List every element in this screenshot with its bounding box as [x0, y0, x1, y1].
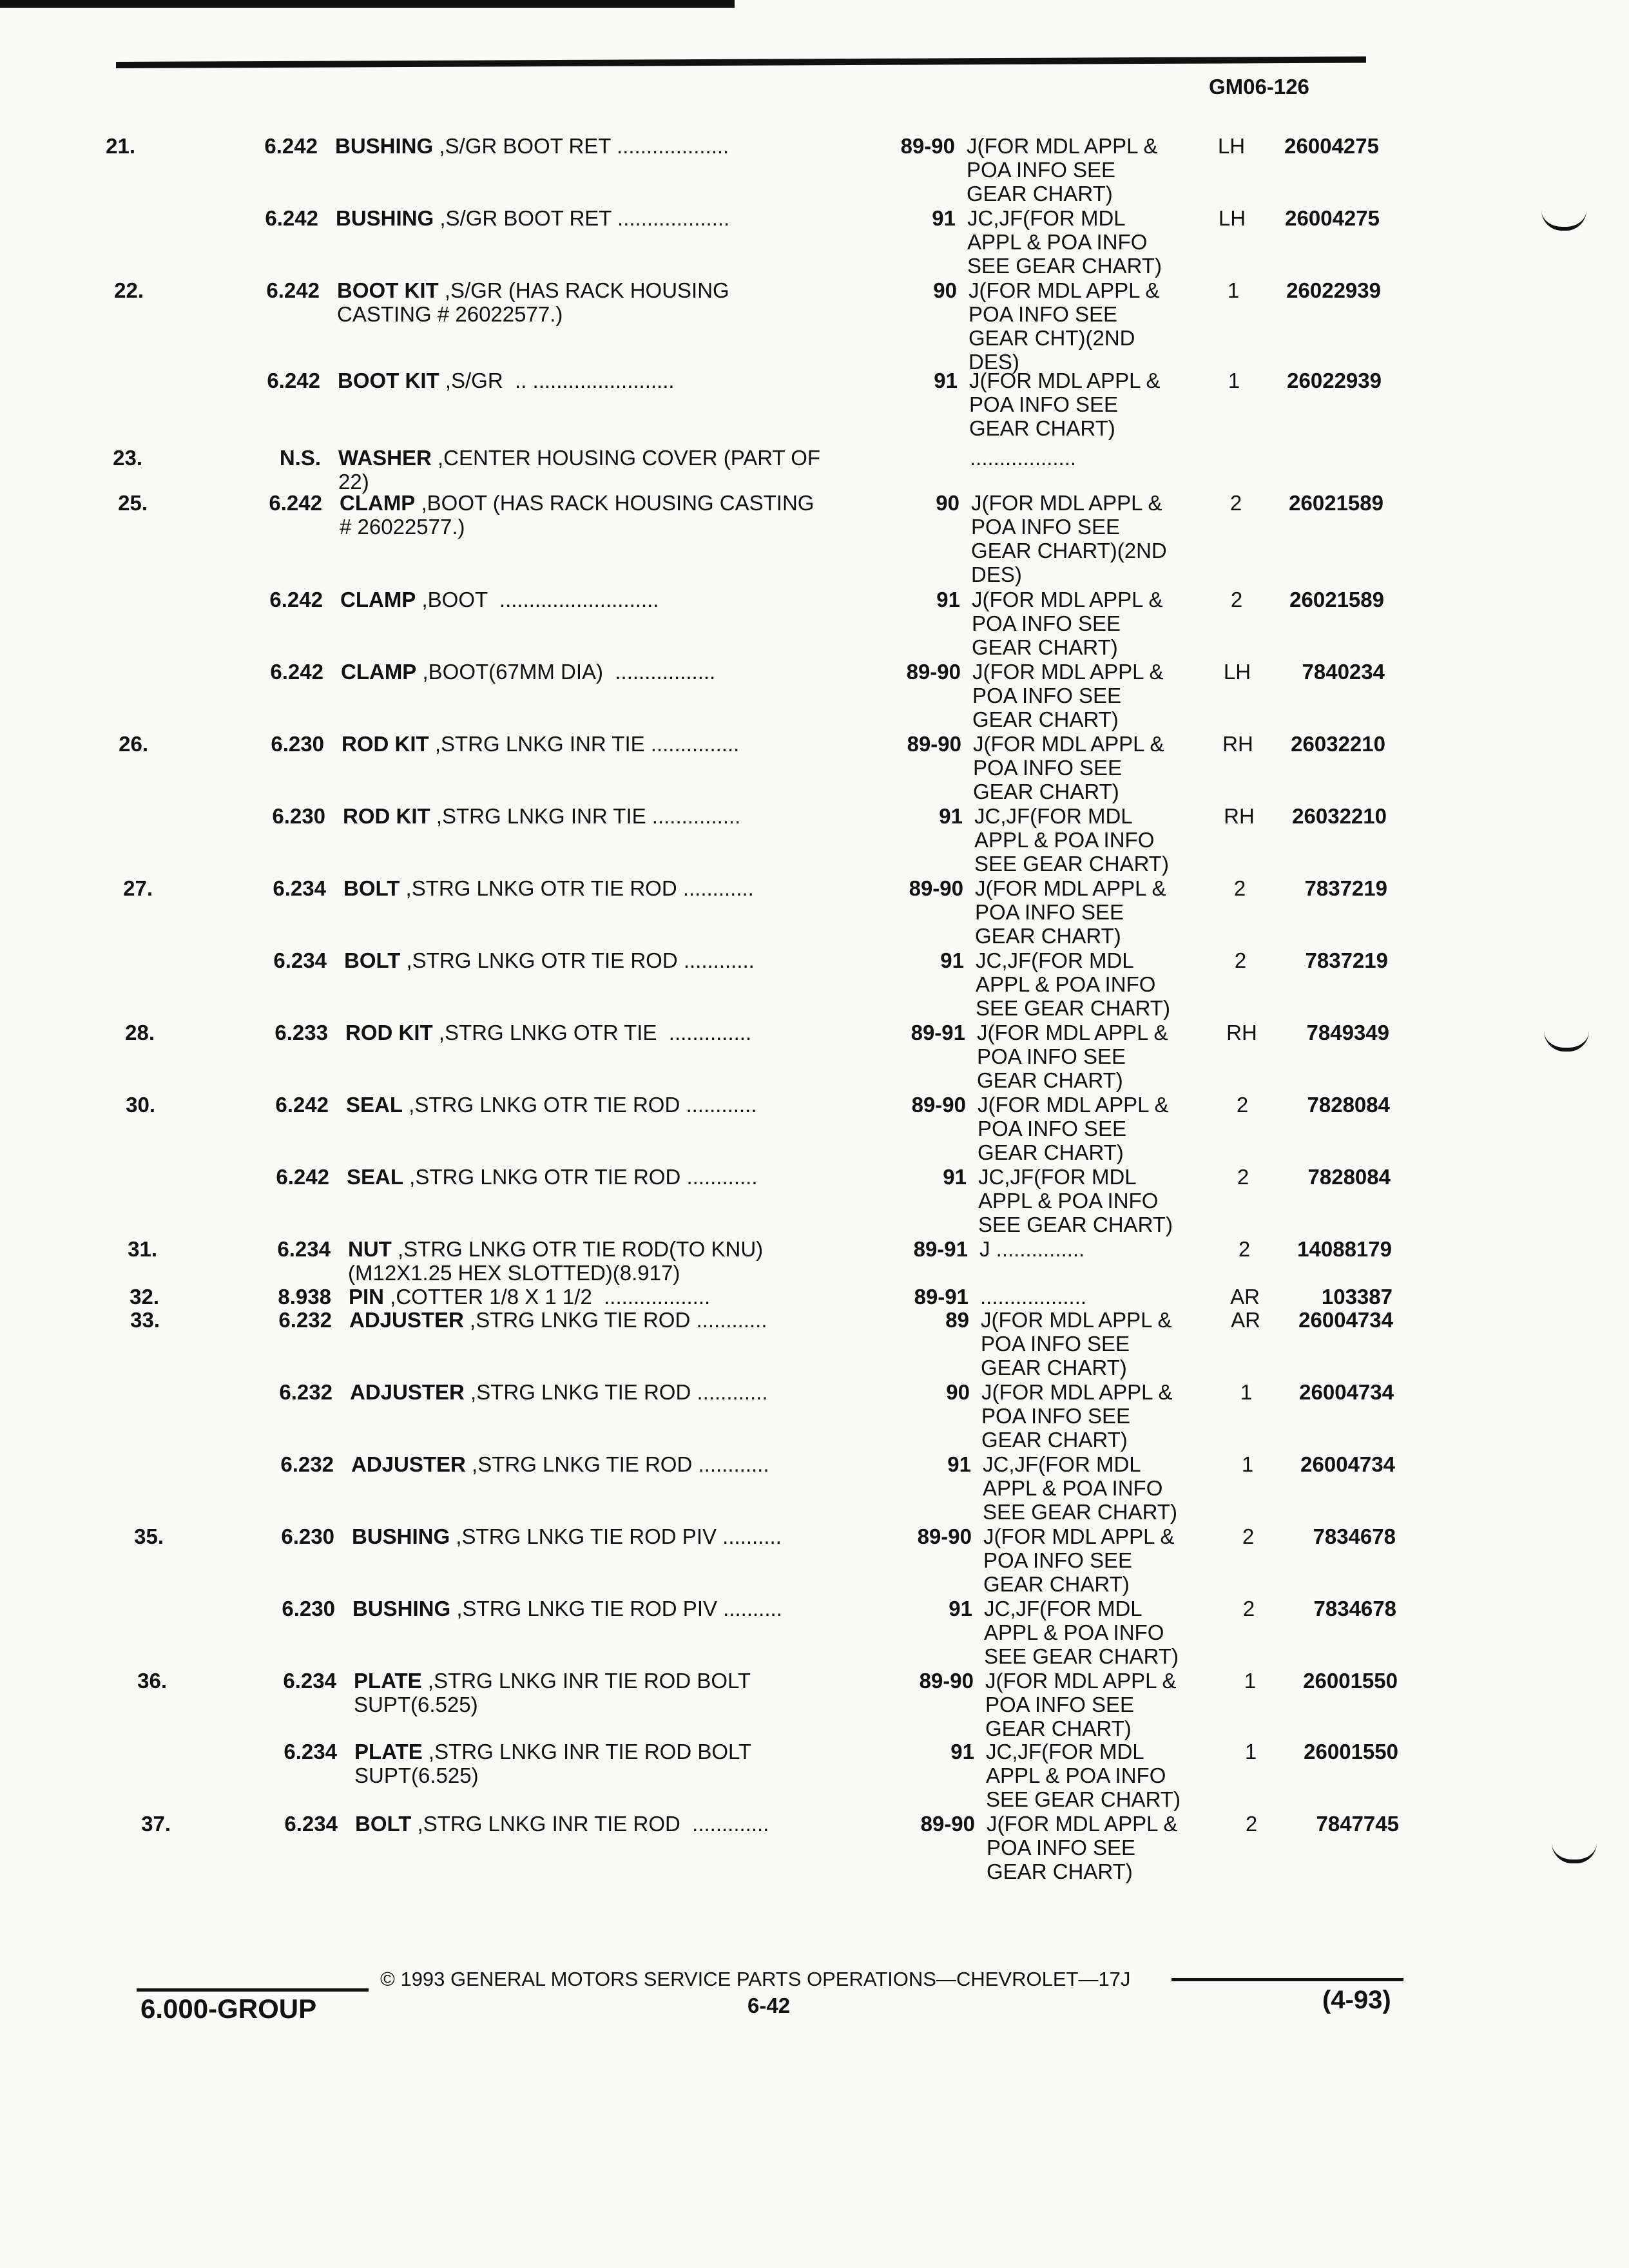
part-number: 26004275: [1285, 206, 1380, 230]
usage-note: J(FOR MDL APPL & POA INFO SEE GEAR CHART): [985, 1669, 1177, 1740]
model-years: 90: [936, 491, 959, 515]
part-number: 26021589: [1289, 491, 1383, 515]
usage-note: J(FOR MDL APPL & POA INFO SEE GEAR CHART): [967, 134, 1158, 206]
part-description: [340, 491, 907, 539]
part-description: [346, 1093, 913, 1117]
scan-margin-mark: [1544, 1031, 1589, 1052]
parts-entry: [0, 1380, 1482, 1451]
part-number: 7847745: [1316, 1812, 1399, 1836]
part-number: 26004734: [1300, 1452, 1395, 1476]
part-detail: ,STRG LNKG TIE ROD PIV: [450, 1597, 717, 1620]
part-description: [344, 948, 911, 972]
part-name: BUSHING: [352, 1597, 451, 1620]
group-number: 6.234: [273, 948, 327, 972]
parts-entry: [0, 1093, 1482, 1164]
part-number: 7834678: [1313, 1597, 1396, 1620]
part-detail: ,COTTER 1/8 X 1 1/2: [384, 1285, 592, 1309]
scan-margin-mark: [1552, 1843, 1597, 1863]
model-years: 91: [943, 1165, 967, 1189]
group-number: N.S.: [279, 446, 321, 470]
parts-entry: [0, 278, 1482, 374]
parts-entry: [0, 1021, 1482, 1091]
header-rule: [116, 57, 1366, 68]
part-number: 7837219: [1305, 948, 1388, 972]
part-number: 26004275: [1284, 134, 1379, 158]
model-years: 89-90: [907, 732, 961, 756]
leader-dots: ............: [677, 948, 755, 972]
part-number: 26001550: [1304, 1740, 1398, 1763]
document-code: GM06-126: [1209, 75, 1309, 99]
scan-edge-bar: [0, 0, 735, 8]
part-detail: ,STRG LNKG TIE ROD PIV: [450, 1524, 717, 1548]
part-number: 14088179: [1297, 1237, 1392, 1261]
part-name: BOLT: [344, 948, 401, 972]
parts-entry: [0, 588, 1482, 658]
part-description: [341, 660, 908, 684]
part-description: [351, 1452, 918, 1476]
model-years: 89-90: [900, 134, 955, 158]
group-number: 6.242: [264, 134, 318, 158]
leader-dots: ...............: [646, 804, 741, 828]
part-description: [347, 1165, 914, 1189]
part-number: 26022939: [1287, 369, 1382, 392]
model-years: 91: [947, 1452, 971, 1476]
leader-dots: ...........................: [487, 588, 659, 611]
quantity: 2: [1229, 491, 1242, 515]
quantity: 2: [1237, 1165, 1249, 1189]
part-detail: ,STRG LNKG INR TIE ROD: [411, 1812, 680, 1836]
model-years: 89-90: [911, 1093, 966, 1117]
part-number: 7834678: [1313, 1524, 1396, 1548]
group-number: 6.234: [273, 876, 326, 900]
part-name: CLAMP: [340, 491, 416, 515]
usage-note: JC,JF(FOR MDL APPL & POA INFO SEE GEAR CHART): [967, 206, 1162, 278]
model-years: 91: [940, 948, 964, 972]
ref-number: 36.: [137, 1669, 167, 1693]
part-description: [338, 446, 905, 494]
leader-dots: ............: [680, 1093, 757, 1117]
usage-note: J(FOR MDL APPL & POA INFO SEE GEAR CHART): [973, 732, 1164, 803]
parts-entry: [0, 134, 1482, 205]
part-name: ADJUSTER: [350, 1380, 465, 1404]
parts-entry: [0, 1452, 1482, 1523]
ref-number: 32.: [130, 1285, 159, 1309]
part-number: 26022939: [1286, 278, 1381, 302]
part-detail: ,STRG LNKG INR TIE: [430, 804, 646, 828]
quantity: 1: [1241, 1452, 1254, 1476]
part-description: [335, 134, 902, 158]
leader-dots: ..............: [657, 1021, 752, 1044]
leader-dots: ..........: [717, 1597, 782, 1620]
part-number: 103387: [1321, 1285, 1393, 1309]
group-number: 6.242: [265, 206, 318, 230]
parts-entry: [0, 948, 1482, 1019]
ref-number: 25.: [118, 491, 148, 515]
part-description: [352, 1597, 920, 1620]
part-detail: ,STRG LNKG OTR TIE ROD: [400, 876, 677, 900]
part-description: [348, 1237, 915, 1285]
part-detail: ,STRG LNKG INR TIE ROD BOLT SUPT(6.525): [354, 1669, 751, 1716]
part-description: [343, 876, 911, 900]
model-years: 89-90: [917, 1524, 972, 1548]
part-name: SEAL: [346, 1093, 403, 1117]
part-name: PLATE: [354, 1740, 423, 1763]
group-number: 6.233: [275, 1021, 328, 1044]
ref-number: 26.: [119, 732, 148, 756]
quantity: 2: [1242, 1524, 1255, 1548]
group-number: 6.242: [269, 588, 323, 611]
group-number: 6.242: [267, 369, 320, 392]
usage-note: J(FOR MDL APPL & POA INFO SEE GEAR CHART)(2ND DES): [971, 491, 1167, 586]
group-number: 6.230: [272, 804, 325, 828]
leader-dots: ............: [677, 876, 754, 900]
group-number: 6.234: [277, 1237, 331, 1261]
part-detail: ,BOOT (HAS RACK HOUSING CASTING # 26022577.): [340, 491, 815, 539]
parts-entry: [0, 1740, 1482, 1811]
usage-note: J(FOR MDL APPL & POA INFO SEE GEAR CHART): [981, 1380, 1173, 1452]
part-name: BOLT: [343, 876, 400, 900]
part-detail: ,STRG LNKG INR TIE: [429, 732, 645, 756]
model-years: 89: [945, 1308, 969, 1332]
parts-entry: [0, 491, 1482, 586]
part-detail: ,STRG LNKG OTR TIE ROD: [403, 1093, 680, 1117]
leader-dots: ...................: [610, 134, 729, 158]
ref-number: 27.: [123, 876, 153, 900]
part-detail: ,STRG LNKG TIE ROD: [464, 1380, 691, 1404]
leader-dots: ............: [692, 1452, 769, 1476]
usage-note: JC,JF(FOR MDL APPL & POA INFO SEE GEAR CHART): [986, 1740, 1181, 1811]
usage-note: J(FOR MDL APPL & POA INFO SEE GEAR CHART): [983, 1524, 1175, 1596]
model-years: 89-91: [914, 1285, 969, 1309]
group-number: 6.234: [284, 1740, 337, 1763]
copyright-notice: © 1993 GENERAL MOTORS SERVICE PARTS OPERATIONS—CHEVROLET—17J: [380, 1968, 1131, 1990]
quantity: LH: [1223, 660, 1251, 684]
ref-number: 22.: [114, 278, 144, 302]
footer-rule-left: [137, 1988, 369, 1992]
usage-note: JC,JF(FOR MDL APPL & POA INFO SEE GEAR CHART): [974, 804, 1169, 876]
quantity: RH: [1224, 804, 1255, 828]
part-description: [338, 369, 905, 392]
part-name: PIN: [349, 1285, 385, 1309]
leader-dots: .............: [680, 1812, 769, 1836]
part-name: ROD KIT: [343, 804, 430, 828]
group-number: 6.242: [275, 1093, 329, 1117]
quantity: 1: [1228, 369, 1240, 392]
usage-note: J(FOR MDL APPL & POA INFO SEE GEAR CHT)(2ND DES): [969, 278, 1160, 374]
ref-number: 33.: [130, 1308, 160, 1332]
scan-margin-mark: [1541, 210, 1586, 231]
group-number: 6.242: [270, 660, 323, 684]
leader-dots: .. ........................: [503, 369, 675, 392]
group-number: 6.230: [271, 732, 324, 756]
page-number: 6-42: [747, 1994, 791, 2017]
usage-note: J(FOR MDL APPL & POA INFO SEE GEAR CHART): [969, 369, 1161, 440]
model-years: 91: [932, 206, 956, 230]
part-detail: ,STRG LNKG TIE ROD: [463, 1308, 691, 1332]
part-description: [349, 1285, 916, 1309]
model-years: 89-91: [911, 1021, 965, 1044]
usage-note: J(FOR MDL APPL & POA INFO SEE GEAR CHART): [975, 876, 1166, 948]
usage-note: J(FOR MDL APPL & POA INFO SEE GEAR CHART): [977, 1021, 1168, 1092]
group-number: 6.230: [282, 1597, 335, 1620]
model-years: 91: [939, 804, 963, 828]
part-detail: ,S/GR (HAS RACK HOUSING CASTING # 26022577.): [337, 278, 729, 326]
model-years: 91: [949, 1597, 972, 1620]
part-detail: ,CENTER HOUSING COVER (PART OF 22): [338, 446, 821, 494]
leader-dots: ...............: [644, 732, 740, 756]
part-number: 26004734: [1299, 1380, 1394, 1404]
usage-note: J(FOR MDL APPL & POA INFO SEE GEAR CHART): [981, 1308, 1172, 1379]
part-detail: ,STRG LNKG INR TIE ROD BOLT SUPT(6.525): [354, 1740, 752, 1787]
quantity: 2: [1233, 876, 1246, 900]
group-number: 8.938: [278, 1285, 331, 1309]
part-detail: ,S/GR BOOT RET: [433, 134, 611, 158]
quantity: RH: [1226, 1021, 1257, 1044]
part-name: BOLT: [355, 1812, 412, 1836]
usage-note: ..................: [980, 1285, 1087, 1309]
part-detail: ,STRG LNKG OTR TIE ROD: [400, 948, 678, 972]
part-name: ADJUSTER: [351, 1452, 466, 1476]
model-years: 89-90: [906, 660, 961, 684]
group-number: 6.230: [281, 1524, 334, 1548]
part-detail: ,S/GR BOOT RET: [434, 206, 612, 230]
leader-dots: ..................: [592, 1285, 711, 1309]
model-years: 90: [946, 1380, 970, 1404]
revision-date: (4-93): [1322, 1986, 1391, 2014]
group-number: 6.232: [279, 1380, 333, 1404]
usage-note: J(FOR MDL APPL & POA INFO SEE GEAR CHART): [978, 1093, 1169, 1164]
group-number: 6.242: [269, 491, 322, 515]
parts-entry: [0, 876, 1482, 947]
usage-note: J ...............: [979, 1237, 1085, 1261]
quantity: AR: [1230, 1285, 1260, 1309]
quantity: 2: [1234, 948, 1247, 972]
group-label: 6.000-GROUP: [140, 1994, 317, 2024]
quantity: 1: [1244, 1669, 1257, 1693]
leader-dots: .................: [603, 660, 716, 684]
part-number: 7840234: [1302, 660, 1385, 684]
part-name: WASHER: [338, 446, 432, 470]
part-number: 26032210: [1291, 732, 1385, 756]
part-number: 7837219: [1304, 876, 1387, 900]
part-name: BUSHING: [336, 206, 434, 230]
part-detail: ,S/GR: [439, 369, 503, 392]
part-number: 7849349: [1306, 1021, 1389, 1044]
ref-number: 35.: [134, 1524, 164, 1548]
group-number: 6.232: [280, 1452, 334, 1476]
part-detail: ,BOOT: [416, 588, 488, 611]
ref-number: 21.: [106, 134, 135, 158]
part-detail: ,STRG LNKG TIE ROD: [465, 1452, 693, 1476]
usage-note: JC,JF(FOR MDL APPL & POA INFO SEE GEAR CHART): [984, 1597, 1179, 1668]
part-name: ADJUSTER: [349, 1308, 464, 1332]
quantity: 2: [1236, 1093, 1249, 1117]
part-name: BOOT KIT: [337, 278, 439, 302]
usage-note: ..................: [970, 446, 1077, 470]
leader-dots: ...................: [611, 206, 730, 230]
parts-entry: [0, 804, 1482, 875]
part-name: SEAL: [347, 1165, 404, 1189]
group-number: 6.232: [278, 1308, 332, 1332]
group-number: 6.242: [276, 1165, 329, 1189]
part-name: BUSHING: [352, 1524, 450, 1548]
part-name: NUT: [348, 1237, 392, 1261]
part-number: 26001550: [1303, 1669, 1398, 1693]
usage-note: J(FOR MDL APPL & POA INFO SEE GEAR CHART): [972, 588, 1163, 659]
model-years: 89-90: [919, 1669, 974, 1693]
usage-note: JC,JF(FOR MDL APPL & POA INFO SEE GEAR CHART): [983, 1452, 1177, 1524]
group-number: 6.234: [284, 1812, 338, 1836]
leader-dots: ............: [680, 1165, 758, 1189]
part-detail: ,STRG LNKG OTR TIE: [432, 1021, 657, 1044]
part-description: [349, 1308, 916, 1332]
parts-entry: [0, 660, 1482, 731]
group-number: 6.242: [266, 278, 320, 302]
quantity: LH: [1218, 206, 1246, 230]
parts-entry: [0, 732, 1482, 803]
part-name: BOOT KIT: [338, 369, 439, 392]
part-description: [355, 1812, 922, 1836]
usage-note: JC,JF(FOR MDL APPL & POA INFO SEE GEAR CHART): [976, 948, 1170, 1020]
part-number: 26032210: [1292, 804, 1387, 828]
model-years: 89-90: [909, 876, 963, 900]
part-detail: ,BOOT(67MM DIA): [416, 660, 604, 684]
ref-number: 28.: [125, 1021, 155, 1044]
quantity: 2: [1245, 1812, 1258, 1836]
part-description: [336, 206, 903, 230]
parts-entry: [0, 1812, 1482, 1883]
usage-note: J(FOR MDL APPL & POA INFO SEE GEAR CHART): [972, 660, 1164, 731]
parts-entry: [0, 1165, 1482, 1236]
ref-number: 37.: [141, 1812, 171, 1836]
quantity: 2: [1238, 1237, 1251, 1261]
ref-number: 31.: [128, 1237, 157, 1261]
footer-rule-right: [1171, 1978, 1403, 1981]
part-name: ROD KIT: [345, 1021, 433, 1044]
parts-entry: [0, 1524, 1482, 1595]
model-years: 91: [934, 369, 958, 392]
part-description: [354, 1669, 921, 1716]
model-years: 90: [933, 278, 957, 302]
model-years: 91: [936, 588, 960, 611]
part-description: [343, 804, 910, 828]
leader-dots: ..........: [717, 1524, 782, 1548]
part-number: 26021589: [1289, 588, 1384, 611]
quantity: 2: [1242, 1597, 1255, 1620]
part-name: CLAMP: [341, 660, 417, 684]
leader-dots: ............: [690, 1308, 767, 1332]
quantity: 2: [1230, 588, 1243, 611]
parts-entry: [0, 1669, 1482, 1740]
part-number: 26004734: [1298, 1308, 1393, 1332]
ref-number: 23.: [113, 446, 142, 470]
ref-number: 30.: [126, 1093, 155, 1117]
part-detail: ,STRG LNKG OTR TIE ROD: [403, 1165, 681, 1189]
part-description: [342, 732, 909, 756]
usage-note: JC,JF(FOR MDL APPL & POA INFO SEE GEAR CHART): [978, 1165, 1173, 1236]
parts-entry: [0, 1597, 1482, 1667]
quantity: RH: [1222, 732, 1253, 756]
part-description: [352, 1524, 919, 1548]
part-name: ROD KIT: [342, 732, 429, 756]
part-description: [340, 588, 907, 611]
part-name: BUSHING: [335, 134, 434, 158]
group-number: 6.234: [283, 1669, 336, 1693]
parts-entry: [0, 1308, 1482, 1379]
part-description: [337, 278, 904, 326]
model-years: 89-90: [920, 1812, 975, 1836]
quantity: 1: [1240, 1380, 1253, 1404]
model-years: 91: [950, 1740, 974, 1763]
parts-entry: [0, 206, 1482, 277]
parts-entry: [0, 369, 1482, 439]
part-name: CLAMP: [340, 588, 416, 611]
part-number: 7828084: [1307, 1093, 1390, 1117]
model-years: 89-91: [913, 1237, 968, 1261]
quantity: LH: [1217, 134, 1246, 158]
quantity: 1: [1244, 1740, 1257, 1763]
part-description: [345, 1021, 912, 1044]
part-number: 7828084: [1307, 1165, 1391, 1189]
part-description: [354, 1740, 921, 1787]
quantity: 1: [1227, 278, 1240, 302]
leader-dots: ............: [691, 1380, 768, 1404]
part-detail: ,STRG LNKG OTR TIE ROD(TO KNU) (M12X1.25 HEX SLOTTED)(8.917): [348, 1237, 764, 1285]
usage-note: J(FOR MDL APPL & POA INFO SEE GEAR CHART): [987, 1812, 1178, 1883]
part-name: PLATE: [354, 1669, 422, 1693]
part-description: [350, 1380, 917, 1404]
quantity: AR: [1231, 1308, 1260, 1332]
